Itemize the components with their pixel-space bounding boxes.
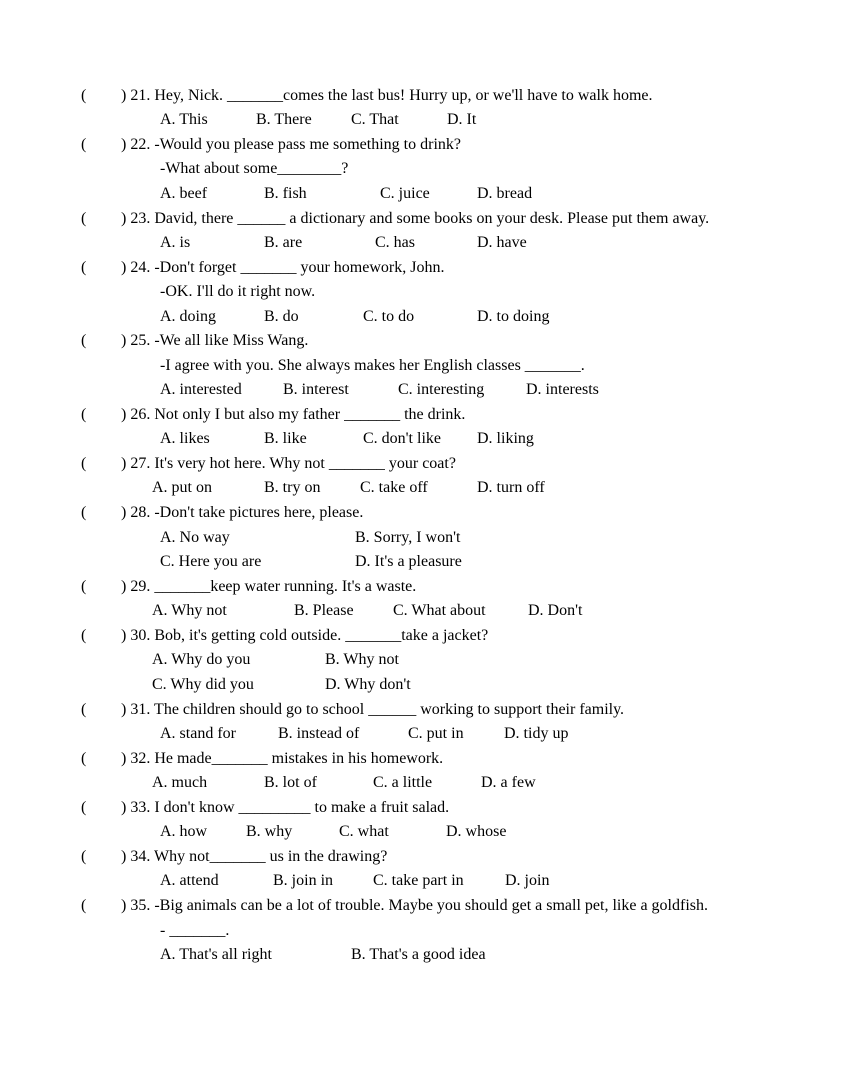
option-b: B. interest: [283, 381, 349, 398]
question-30-stem-line: [0, 625, 860, 647]
option-d: D. liking: [477, 430, 534, 447]
question-31-stem-line: [0, 699, 860, 721]
option-a: A. attend: [160, 872, 219, 889]
question-32-stem: ) 32. He made_______ mistakes in his homework.: [121, 750, 444, 767]
option-a: A. much: [152, 774, 208, 791]
question-35-stem-line: [0, 895, 860, 917]
answer-bracket: (: [81, 848, 87, 865]
question-29-stem-line: [0, 576, 860, 598]
question-33-stem: ) 33. I don't know _________ to make a fruit salad.: [121, 799, 450, 816]
question-22-stem-line: [0, 134, 860, 156]
option-d: D. to doing: [477, 308, 550, 325]
question-25-response: -I agree with you. She always makes her English classes _______.: [160, 357, 585, 374]
question-27-stem-line: [0, 453, 860, 475]
question-24-stem: ) 24. -Don't forget _______ your homework, John.: [121, 259, 445, 276]
option-a: A. That's all right: [160, 946, 272, 963]
answer-bracket: (: [81, 332, 87, 349]
option-c: C. take part in: [373, 872, 464, 889]
option-b: B. instead of: [278, 725, 360, 742]
option-c: C. put in: [408, 725, 464, 742]
answer-bracket: (: [81, 455, 87, 472]
question-27-options: [0, 477, 860, 499]
option-b: B. Sorry, I won't: [355, 529, 461, 546]
question-32-stem-line: [0, 748, 860, 770]
question-24-stem-line: [0, 257, 860, 279]
option-b: B. are: [264, 234, 303, 251]
question-23-options: [0, 232, 860, 254]
question-34-stem: ) 34. Why not_______ us in the drawing?: [121, 848, 388, 865]
question-26-options: [0, 428, 860, 450]
option-a: A. This: [160, 111, 208, 128]
option-b: B. join in: [273, 872, 334, 889]
question-25-stem: ) 25. -We all like Miss Wang.: [121, 332, 309, 349]
option-d: D. turn off: [477, 479, 545, 496]
option-b: B. like: [264, 430, 307, 447]
question-24-stem-2: [0, 281, 860, 303]
answer-bracket: (: [81, 87, 87, 104]
question-21-options: [0, 109, 860, 131]
option-c: C. That: [351, 111, 399, 128]
answer-bracket: (: [81, 750, 87, 767]
question-35-response: - _______.: [160, 922, 230, 939]
question-25-stem-2: [0, 355, 860, 377]
question-28-stem: ) 28. -Don't take pictures here, please.: [121, 504, 364, 521]
question-30-stem: ) 30. Bob, it's getting cold outside. _______take a jacket?: [121, 627, 489, 644]
question-35-options: [0, 944, 860, 966]
option-c: C. to do: [363, 308, 415, 325]
question-34-stem-line: [0, 846, 860, 868]
option-a: A. stand for: [160, 725, 236, 742]
question-23-stem: ) 23. David, there ______ a dictionary and some books on your desk. Please put them away.: [121, 210, 710, 227]
option-d: D. interests: [526, 381, 599, 398]
question-21-stem-line: [0, 85, 860, 107]
option-a: A. No way: [160, 529, 230, 546]
option-d: D. It's a pleasure: [355, 553, 462, 570]
option-d: D. tidy up: [504, 725, 569, 742]
option-c: C. a little: [373, 774, 433, 791]
answer-bracket: (: [81, 259, 87, 276]
option-a: A. beef: [160, 185, 208, 202]
question-34-options: [0, 870, 860, 892]
option-d: D. Why don't: [325, 676, 411, 693]
answer-bracket: (: [81, 406, 87, 423]
question-24-response: -OK. I'll do it right now.: [160, 283, 316, 300]
question-21-stem: ) 21. Hey, Nick. _______comes the last bus! Hurry up, or we'll have to walk home.: [121, 87, 653, 104]
question-24-options: [0, 306, 860, 328]
question-22-stem-2: [0, 158, 860, 180]
answer-bracket: (: [81, 799, 87, 816]
answer-bracket: (: [81, 210, 87, 227]
option-b: B. That's a good idea: [351, 946, 486, 963]
option-b: B. why: [246, 823, 293, 840]
question-28-options-row-2: [0, 551, 860, 573]
question-28-stem-line: [0, 502, 860, 524]
question-30-options-row-1: [0, 649, 860, 671]
question-31-stem: ) 31. The children should go to school ______ working to support their family.: [121, 701, 625, 718]
option-b: B. Please: [294, 602, 354, 619]
option-c: C. juice: [380, 185, 430, 202]
question-22-options: [0, 183, 860, 205]
option-d: D. a few: [481, 774, 536, 791]
option-a: A. put on: [152, 479, 212, 496]
question-25-stem-line: [0, 330, 860, 352]
option-d: D. It: [447, 111, 477, 128]
option-b: B. do: [264, 308, 299, 325]
option-d: D. Don't: [528, 602, 583, 619]
answer-bracket: (: [81, 578, 87, 595]
option-c: C. don't like: [363, 430, 441, 447]
option-a: A. interested: [160, 381, 242, 398]
question-32-options: [0, 772, 860, 794]
question-33-options: [0, 821, 860, 843]
option-a: A. Why do you: [152, 651, 251, 668]
answer-bracket: (: [81, 136, 87, 153]
question-22-response: -What about some________?: [160, 160, 349, 177]
option-c: C. take off: [360, 479, 428, 496]
question-35-stem-2: [0, 920, 860, 942]
option-c: C. Why did you: [152, 676, 254, 693]
question-23-stem-line: [0, 208, 860, 230]
option-c: C. has: [375, 234, 415, 251]
question-26-stem-line: [0, 404, 860, 426]
option-d: D. join: [505, 872, 550, 889]
question-30-options-row-2: [0, 674, 860, 696]
option-a: A. how: [160, 823, 208, 840]
option-c: C. what: [339, 823, 389, 840]
option-b: B. lot of: [264, 774, 317, 791]
question-31-options: [0, 723, 860, 745]
answer-bracket: (: [81, 701, 87, 718]
option-d: D. whose: [446, 823, 507, 840]
answer-bracket: (: [81, 627, 87, 644]
answer-bracket: (: [81, 897, 87, 914]
question-27-stem: ) 27. It's very hot here. Why not _______ your coat?: [121, 455, 456, 472]
question-29-stem: ) 29. _______keep water running. It's a waste.: [121, 578, 417, 595]
option-a: A. likes: [160, 430, 210, 447]
option-a: A. doing: [160, 308, 216, 325]
question-35-stem: ) 35. -Big animals can be a lot of trouble. Maybe you should get a small pet, like a goldfish.: [121, 897, 708, 914]
option-b: B. Why not: [325, 651, 399, 668]
question-28-options-row-1: [0, 527, 860, 549]
option-b: B. There: [256, 111, 312, 128]
option-c: C. What about: [393, 602, 486, 619]
question-26-stem: ) 26. Not only I but also my father _______ the drink.: [121, 406, 466, 423]
question-25-options: [0, 379, 860, 401]
question-33-stem-line: [0, 797, 860, 819]
option-c: C. Here you are: [160, 553, 262, 570]
option-d: D. have: [477, 234, 527, 251]
question-22-stem: ) 22. -Would you please pass me something to drink?: [121, 136, 461, 153]
option-a: A. is: [160, 234, 191, 251]
option-b: B. try on: [264, 479, 321, 496]
question-29-options: [0, 600, 860, 622]
option-d: D. bread: [477, 185, 533, 202]
answer-bracket: (: [81, 504, 87, 521]
option-a: A. Why not: [152, 602, 227, 619]
option-b: B. fish: [264, 185, 307, 202]
option-c: C. interesting: [398, 381, 485, 398]
